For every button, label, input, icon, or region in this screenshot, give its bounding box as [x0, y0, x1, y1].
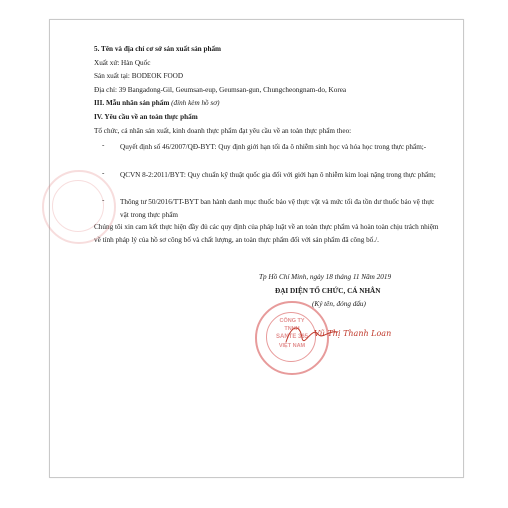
origin-line: Xuất xứ: Hàn Quốc	[94, 59, 151, 67]
bullet-3: Thông tư 50/2016/TT-BYT ban hành danh mục thuốc bảo vệ thực vật và mức tối đa tồn dư thuốc bảo vệ thực vật trong thực phẩm	[120, 198, 435, 219]
intro-line: Tổ chức, cá nhân sản xuất, kinh doanh thực phẩm đạt yêu cầu về an toàn thực phẩm theo:	[94, 127, 352, 135]
document-page	[49, 19, 464, 478]
bullet-1: Quyết định số 46/2007/QĐ-BYT: Quy định giới hạn tối đa ô nhiễm sinh học và hóa học trong thực phẩm;-	[120, 143, 427, 151]
bullet-dash-2: -	[102, 169, 105, 177]
section3-title: III. Mẫu nhãn sản phẩm	[94, 99, 170, 107]
signer-name: Vũ Thị Thanh Loan	[314, 329, 392, 338]
bullet-dash-3: -	[102, 196, 105, 204]
stamp-line-1: CÔNG TY	[279, 318, 305, 324]
stamp-line-3: SANTE 365	[275, 334, 308, 340]
faint-stamp-ring	[52, 180, 104, 232]
sign-note: (Ký tên, đóng dấu)	[312, 300, 366, 308]
section5-title: 5. Tên và địa chỉ cơ sở sản xuất sản phẩm	[94, 45, 222, 53]
stamp-line-4: VIỆT NAM	[278, 343, 306, 349]
representative-title: ĐẠI DIỆN TỔ CHỨC, CÁ NHÂN	[275, 287, 381, 295]
faint-stamp-seal	[42, 170, 116, 244]
address-line: Địa chỉ: 39 Bangadong-Gil, Geumsan-eup, Geumsan-gun, Chungcheongnam-do, Korea	[94, 86, 347, 94]
section3-note: (đính kèm hồ sơ)	[171, 99, 220, 107]
section3-heading	[94, 99, 219, 108]
bullet-2: QCVN 8-2:2011/BYT: Quy chuẩn kỹ thuật quốc gia đối với giới hạn ô nhiễm kim loại nặng trong thực phẩm;	[120, 171, 436, 179]
stamp-line-2: TNHH	[284, 326, 300, 332]
commitment-paragraph: Chúng tôi xin cam kết thực hiện đầy đủ các quy định của pháp luật về an toàn thực phẩm và hoàn toàn chịu trách nhiệm về tính pháp lý của hồ sơ công bố và chất lượng, an toàn thực phẩm đối với sản phẩm đã công bố./.	[94, 223, 439, 244]
bullet-dash-1: -	[102, 141, 105, 149]
date-line: Tp Hồ Chí Minh, ngày 18 tháng 11 Năm 2019	[259, 273, 392, 281]
section4-title: IV. Yêu cầu về an toàn thực phẩm	[94, 113, 198, 121]
producer-line: Sản xuất tại: BODEOK FOOD	[94, 72, 184, 80]
